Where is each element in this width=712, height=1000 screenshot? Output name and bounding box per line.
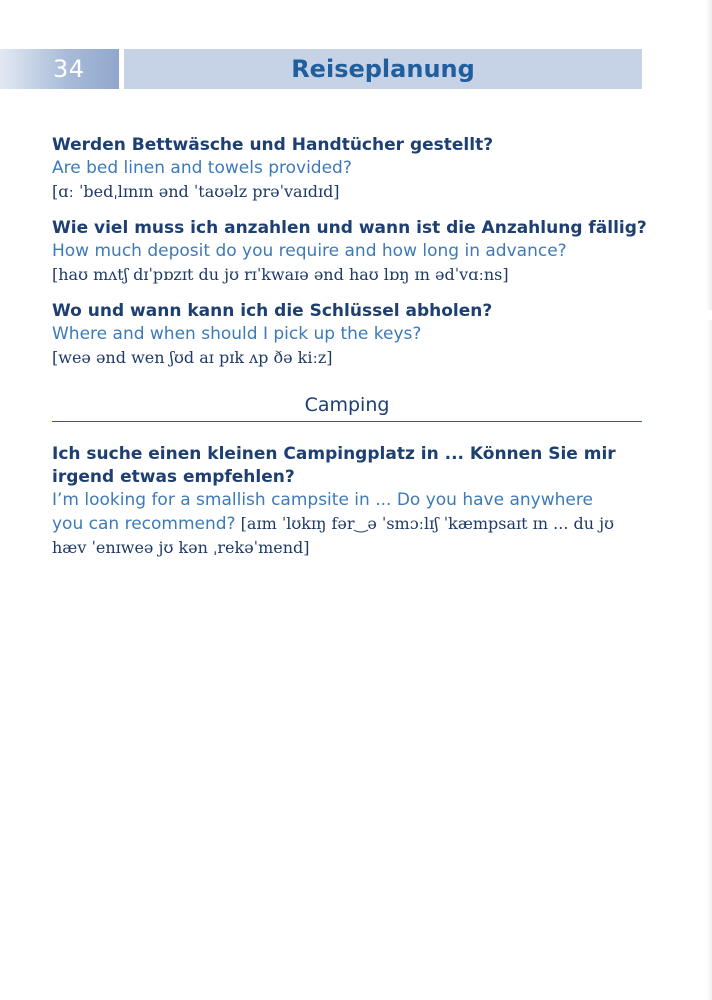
page-number: 34 [53,55,85,83]
german-phrase: Wo und wann kann ich die Schlüssel abholen? [52,301,493,321]
german-phrase-line: Ich suche einen kleinen Campingplatz in ... Können Sie mir [52,444,616,464]
english-translation-line: I’m looking for a smallish campsite in ... Do you have anywhere [52,490,593,510]
page-title: Reiseplanung [291,55,475,83]
german-phrase [52,443,642,489]
phonetic-transcription: [weə ənd wen ʃʊd aɪ pɪk ʌp ðə kiːz] [52,348,333,367]
page-number-box [0,49,119,89]
page-edge-shadow [706,0,712,310]
phrase-entry [52,443,642,559]
phonetic-transcription-line: [aɪm ˈlʊkɪŋ fər‿ə ˈsmɔːlɪʃ ˈkæmpsaɪt ɪn ... du jʊ [240,514,615,533]
english-translation: Are bed linen and towels provided? [52,158,352,178]
german-phrase: Werden Bettwäsche und Handtücher gestellt? [52,135,494,155]
section-divider [52,392,642,422]
translation-block [52,489,642,559]
phonetic-transcription-line: hæv ˈenɪweə jʊ kən ˌrekəˈmend] [52,538,310,557]
german-phrase-line: irgend etwas empfehlen? [52,467,295,487]
section-heading: Camping [304,394,390,416]
title-box [124,49,642,89]
phonetic-transcription: [ɑː ˈbedˌlɪnɪn ənd ˈtaʊəlz prəˈvaɪdɪd] [52,182,340,201]
german-phrase: Wie viel muss ich anzahlen und wann ist die Anzahlung fällig? [52,218,647,238]
page-header [0,49,642,89]
english-translation: Where and when should I pick up the keys? [52,324,422,344]
phrase-entry [52,217,647,286]
phrase-list [52,134,647,383]
phonetic-transcription: [haʊ mʌtʃ dɪˈpɒzɪt du jʊ rɪˈkwaɪə ənd haʊ lɒŋ ɪn ədˈvɑːns] [52,265,509,284]
phrase-entry [52,134,642,203]
english-translation-line: you can recommend? [52,514,236,534]
english-translation: How much deposit do you require and how long in advance? [52,241,567,261]
mixed-line [52,512,642,536]
page-edge-shadow [706,320,712,1000]
phrase-entry [52,300,642,369]
